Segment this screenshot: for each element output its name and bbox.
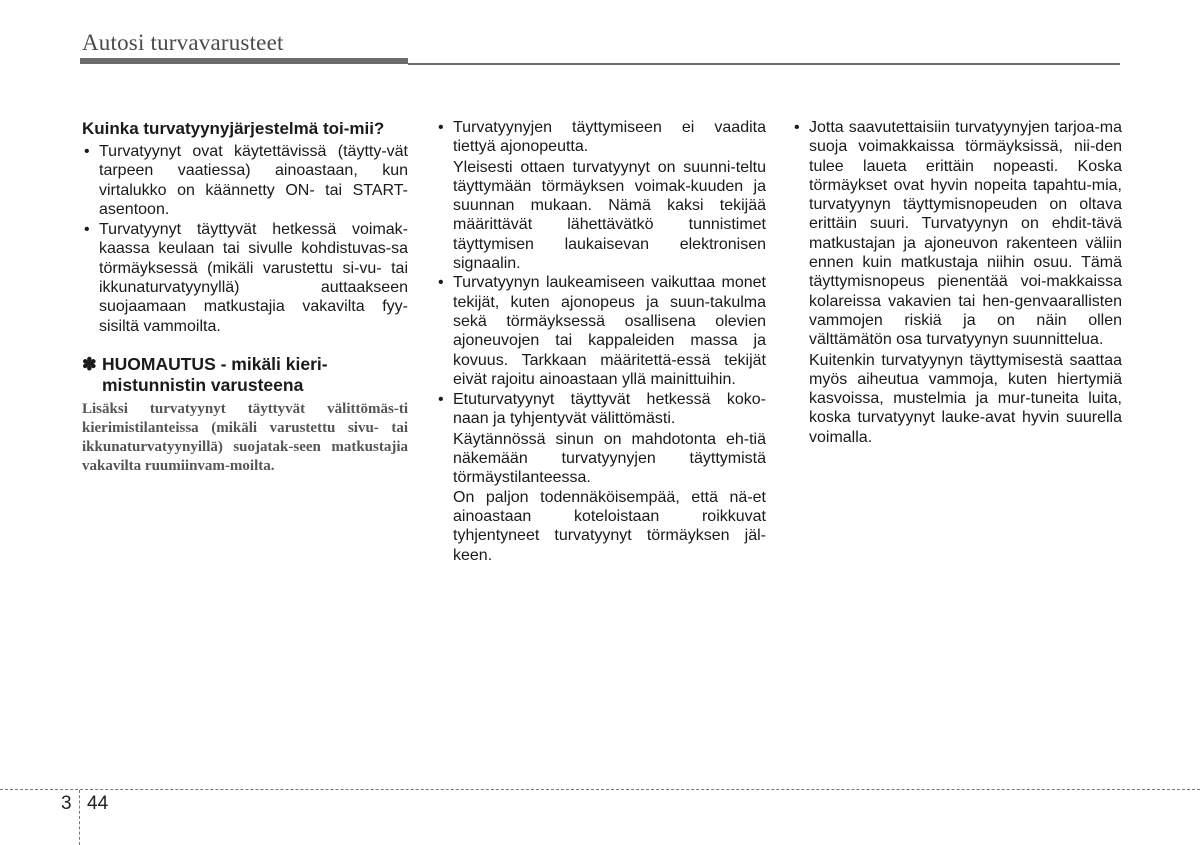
- bullet-item: [436, 118, 766, 157]
- bullet-list: [792, 118, 1122, 350]
- note-title: HUOMAUTUS - mikäli kieri-mistunnistin varusteena: [102, 353, 328, 395]
- bullet-item: [82, 220, 408, 336]
- bullet-text: Etuturvatyynyt täyttyvät hetkessä koko-naan ja tyhjentyvät välittömästi.: [453, 391, 766, 428]
- bullet-icon: •: [84, 143, 90, 160]
- footer-rule: [0, 789, 1200, 790]
- bullet-item: [436, 273, 766, 389]
- chapter-number: 3: [61, 793, 72, 814]
- note-heading: [82, 354, 408, 396]
- bullet-list: [82, 142, 408, 336]
- bullet-list: [436, 118, 766, 157]
- bullet-text: Turvatyynyt ovat käytettävissä (täytty-vät tarpeen vaatiessa) ainoastaan, kun virtalukko on käännetty ON- tai START-asentoon.: [99, 143, 408, 218]
- header-rule-thick: [80, 58, 408, 64]
- bullet-item: [792, 118, 1122, 350]
- paragraph: On paljon todennäköisempää, että nä-et ainoastaan koteloistaan roikkuvat tyhjentyneet turvatyynyt törmäyksen jäl-keen.: [453, 488, 766, 564]
- header-title: Autosi turvavarusteet: [82, 30, 284, 55]
- paragraph: Käytännössä sinun on mahdotonta eh-tiä näkemään turvatyynyjen täyttymistä törmäystilanteessa.: [453, 430, 766, 487]
- bullet-text: Turvatyynyjen täyttymiseen ei vaadita tiettyä ajonopeutta.: [453, 119, 766, 156]
- section-heading: Kuinka turvatyynyjärjestelmä toi-mii?: [82, 119, 385, 138]
- header-rule-thin: [408, 63, 1120, 65]
- footer-divider: [79, 790, 80, 845]
- column-2: [436, 118, 766, 565]
- bullet-text: Turvatyynyt täyttyvät hetkessä voimak-kaassa keulaan tai sivulle kohdistuvas-sa törmäyksessä (mikäli varustettu si-vu- tai ikkunaturvatyynyllä) auttaakseen suojaamaan matkustajia vakavilta fyy-sisiltä vammoilta.: [99, 221, 408, 335]
- bullet-text: Turvatyynyn laukeamiseen vaikuttaa monet tekijät, kuten ajonopeus ja suun-takulma sekä törmäyksessä osallisena olevien ajoneuvojen tai kappaleiden massa ja kovuus. Tarkkaan määritettä-essä tekijät eivät rajoitu ainoastaan yllä mainittuihin.: [453, 274, 766, 388]
- column-1: [82, 118, 408, 476]
- bullet-item: [436, 390, 766, 429]
- paragraph: Yleisesti ottaen turvatyynyt on suunni-teltu täyttymään törmäyksen voimak-kuuden ja suunnan mukaan. Nämä kaksi tekijää määrittävät lähettävätkö tunnistimet täyttymisen laukaisevan elektronisen signaalin.: [453, 158, 766, 273]
- bullet-icon: •: [84, 221, 90, 239]
- bullet-icon: •: [438, 391, 444, 409]
- page-number: 44: [87, 793, 109, 814]
- bullet-icon: •: [438, 119, 444, 136]
- bullet-icon: •: [438, 274, 444, 292]
- paragraph: Kuitenkin turvatyynyn täyttymisestä saattaa myös aiheutua vammoja, kuten hiertymiä kasvoissa, mustelmia ja mur-tuneita luita, koska turvatyynyt lauke-avat hyvin suurella voimalla.: [809, 351, 1122, 446]
- bullet-item: [82, 142, 408, 219]
- bullet-text: Jotta saavutettaisiin turvatyynyjen tarjoa-ma suoja voimakkaissa törmäyksissä, nii-den tulee laueta erittäin nopeasti. Koska törmäykset ovat hyvin nopeita tapahtu-mia, turvatyynyn täyttymisnopeuden on oltava erittäin suuri. Turvatyynyn on ehdit-tävä matkustajan ja ajoneuvon rakenteen väliin ennen kuin matkustaja niihin osuu. Tämä täyttymisnopeus pienentää voi-makkaissa kolareissa vakavien tai hen-genvaarallisten vammojen riskiä ja on näin ollen välttämätön osa turvatyynyn suunnittelua.: [809, 119, 1122, 349]
- note-star-icon: ✽: [82, 353, 97, 374]
- bullet-list: [436, 273, 766, 428]
- bullet-icon: •: [794, 119, 800, 136]
- note-body: Lisäksi turvatyynyt täyttyvät välittömäs-ti kierimistilanteissa (mikäli varustettu sivu- tai ikkunaturvatyynyillä) suojatak-seen matkustajia vakavilta ruumiinvam-moilta.: [82, 400, 408, 474]
- column-3: [792, 118, 1122, 447]
